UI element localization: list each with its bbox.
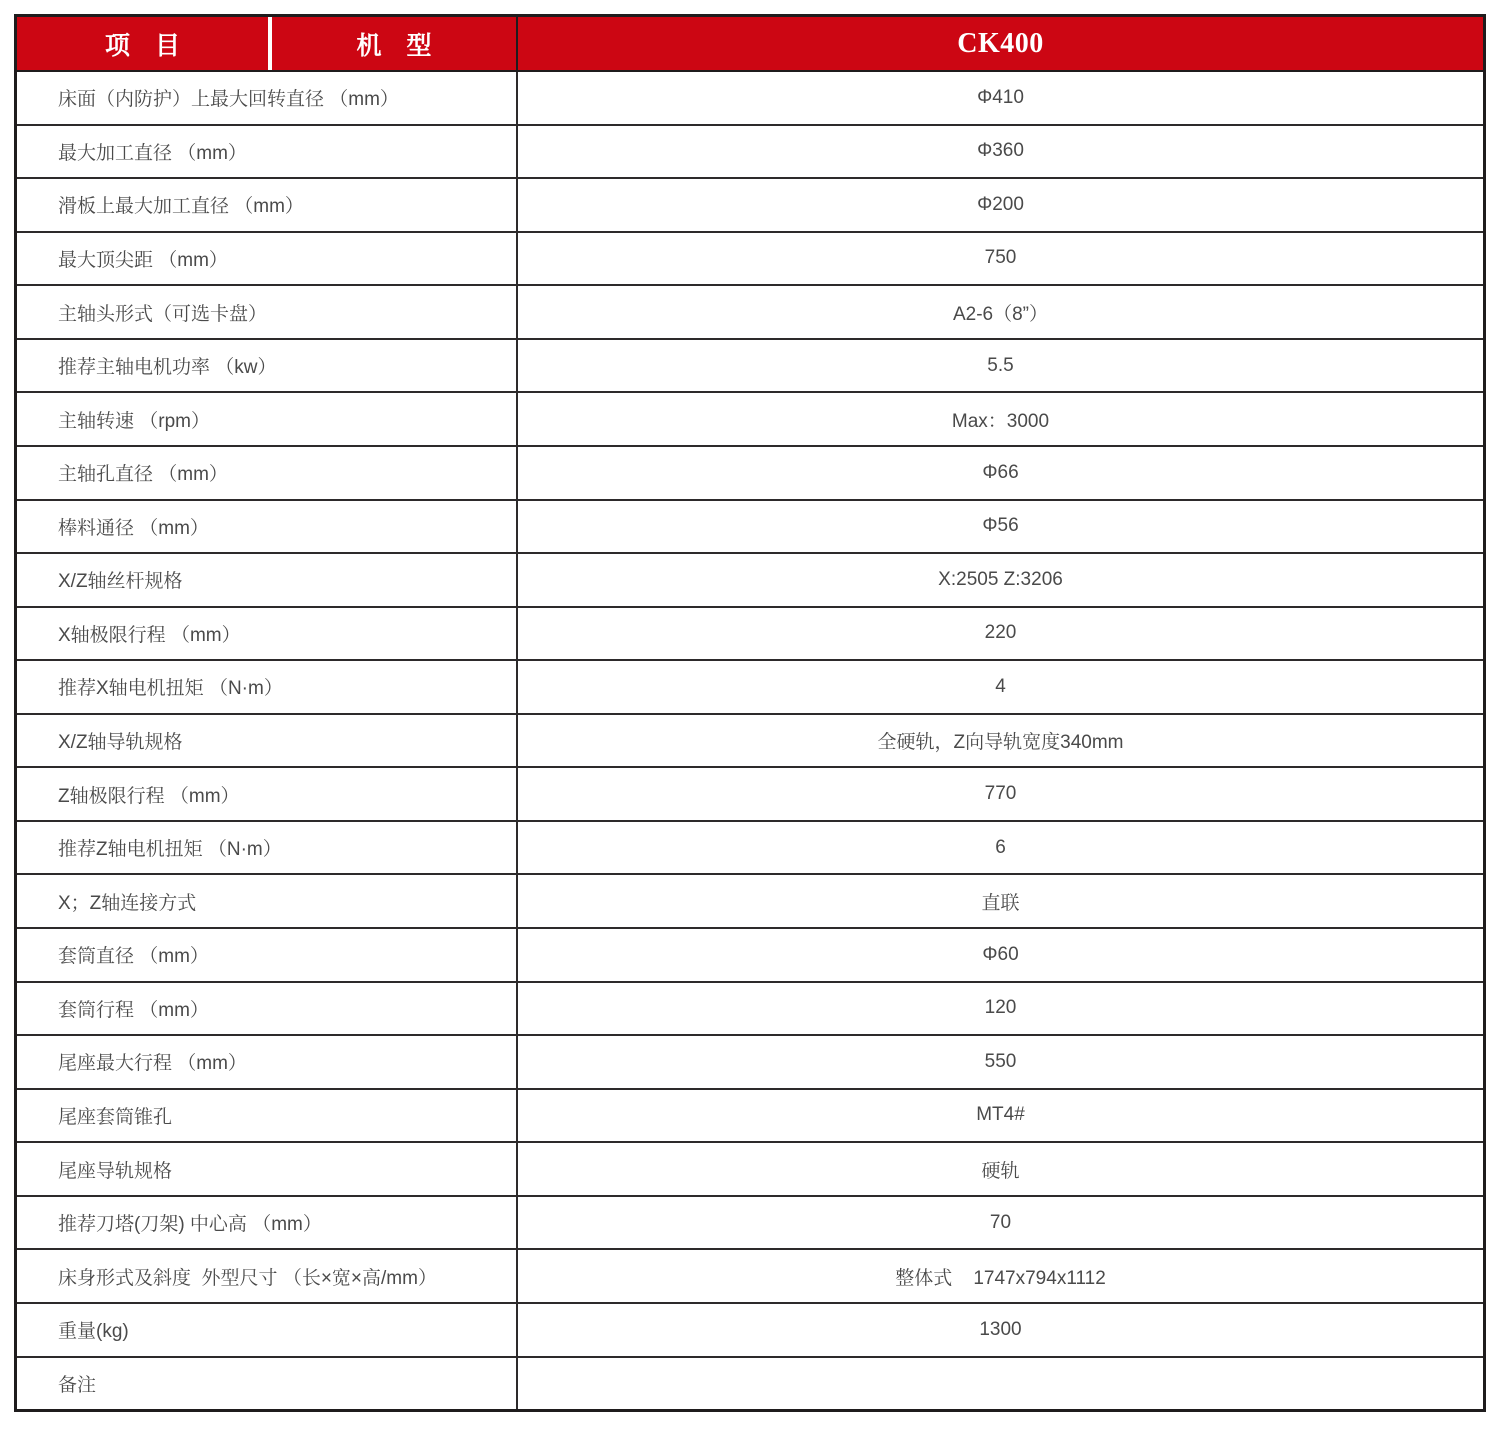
row-label: 重量(kg) [17, 1304, 518, 1356]
row-label: X；Z轴连接方式 [17, 875, 518, 927]
spec-table [14, 14, 1486, 1412]
header-model-label: 机 型 [356, 31, 432, 60]
row-label: 滑板上最大加工直径 （mm） [17, 179, 518, 231]
row-value: 550 [984, 1050, 1017, 1072]
row-value: Φ200 [977, 193, 1024, 215]
row-value: 5.5 [987, 354, 1014, 376]
header-model-value: CK400 [957, 27, 1044, 59]
row-value: 220 [984, 622, 1017, 644]
row-value: 直联 [981, 892, 1020, 914]
table-row [17, 233, 1483, 287]
row-label: X轴极限行程 （mm） [17, 608, 518, 660]
row-value: 整体式 1747x794x1112 [895, 1267, 1106, 1289]
table-row [17, 501, 1483, 555]
row-label: Z轴极限行程 （mm） [17, 768, 518, 820]
table-row [17, 929, 1483, 983]
row-value: 770 [984, 783, 1017, 805]
table-row [17, 126, 1483, 180]
row-value: MT4# [976, 1104, 1025, 1126]
row-value: Φ60 [982, 943, 1019, 965]
row-label: 尾座导轨规格 [17, 1143, 518, 1195]
table-row [17, 393, 1483, 447]
row-label: 最大加工直径 （mm） [17, 126, 518, 178]
row-value: 6 [995, 836, 1006, 858]
row-value: Φ56 [982, 515, 1019, 537]
row-label: 尾座套筒锥孔 [17, 1090, 518, 1142]
row-value: Φ360 [977, 140, 1024, 162]
table-row [17, 1304, 1483, 1358]
row-label: X/Z轴导轨规格 [17, 715, 518, 767]
row-value: A2-6（8”） [952, 303, 1049, 325]
row-label: 推荐刀塔(刀架) 中心高 （mm） [17, 1197, 518, 1249]
table-header [17, 17, 1483, 72]
table-row [17, 1197, 1483, 1251]
row-value: 全硬轨，Z向导轨宽度340mm [877, 732, 1124, 754]
table-row [17, 72, 1483, 126]
row-label: 尾座最大行程 （mm） [17, 1036, 518, 1088]
row-label: 主轴转速 （rpm） [17, 393, 518, 445]
header-item-label: 项 目 [104, 31, 180, 60]
row-value: 4 [995, 675, 1006, 697]
table-row [17, 1143, 1483, 1197]
table-row [17, 1250, 1483, 1304]
row-label: 主轴孔直径 （mm） [17, 447, 518, 499]
row-value [518, 1358, 1483, 1410]
table-row [17, 340, 1483, 394]
table-row [17, 286, 1483, 340]
table-row [17, 875, 1483, 929]
row-label: 推荐X轴电机扭矩 （N·m） [17, 661, 518, 713]
row-value: X:2505 Z:3206 [938, 568, 1063, 590]
table-row [17, 822, 1483, 876]
row-label: 套筒直径 （mm） [17, 929, 518, 981]
row-label: 推荐Z轴电机扭矩 （N·m） [17, 822, 518, 874]
table-row [17, 661, 1483, 715]
table-row [17, 447, 1483, 501]
table-row [17, 608, 1483, 662]
table-row [17, 1036, 1483, 1090]
row-label: 主轴头形式（可选卡盘） [17, 286, 518, 338]
table-row [17, 554, 1483, 608]
row-value: Max：3000 [951, 410, 1050, 432]
table-row [17, 1090, 1483, 1144]
row-label: 推荐主轴电机功率 （kw） [17, 340, 518, 392]
row-label: X/Z轴丝杆规格 [17, 554, 518, 606]
row-label: 套筒行程 （mm） [17, 983, 518, 1035]
row-label: 棒料通径 （mm） [17, 501, 518, 553]
row-value: 120 [984, 997, 1017, 1019]
table-row [17, 179, 1483, 233]
row-value: Φ410 [977, 86, 1024, 108]
table-row [17, 983, 1483, 1037]
spec-rows [17, 72, 1483, 1409]
row-value: 70 [989, 1211, 1012, 1233]
row-value: 硬轨 [981, 1160, 1020, 1182]
row-value: 1300 [979, 1318, 1022, 1340]
row-label: 备注 [17, 1358, 518, 1410]
row-label: 床面（内防护）上最大回转直径 （mm） [17, 72, 518, 124]
table-row [17, 768, 1483, 822]
row-value: 750 [984, 247, 1017, 269]
row-label: 床身形式及斜度 外型尺寸 （长×宽×高/mm） [17, 1250, 518, 1302]
row-label: 最大顶尖距 （mm） [17, 233, 518, 285]
table-row [17, 715, 1483, 769]
table-row [17, 1358, 1483, 1410]
row-value: Φ66 [982, 461, 1019, 483]
